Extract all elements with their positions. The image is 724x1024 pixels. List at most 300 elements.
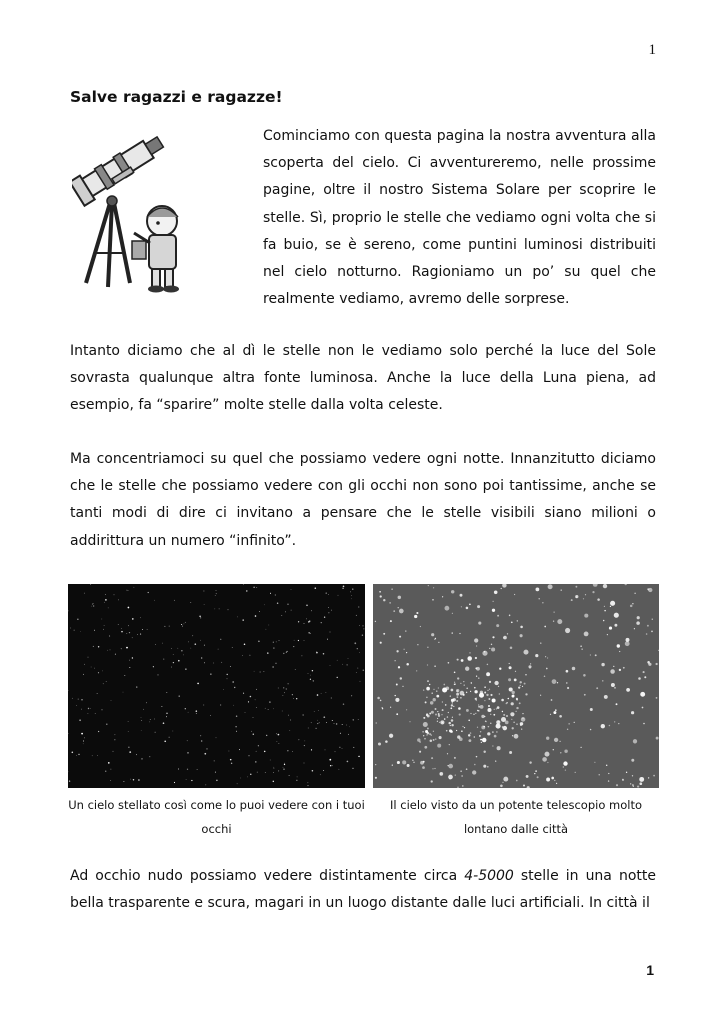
- star-dot: [488, 710, 489, 711]
- star-dot: [406, 663, 409, 666]
- star-dot: [389, 734, 393, 738]
- star-dot: [497, 706, 500, 709]
- star-dot: [101, 709, 102, 710]
- star-dot: [405, 630, 406, 631]
- star-dot: [138, 779, 140, 781]
- star-dot: [297, 776, 298, 777]
- star-dot: [448, 712, 449, 713]
- star-dot: [284, 763, 285, 764]
- star-dot: [632, 784, 634, 786]
- star-dot: [470, 691, 471, 692]
- star-dot: [110, 649, 111, 650]
- star-dot: [489, 681, 491, 683]
- star-dot: [574, 722, 575, 723]
- star-dot: [350, 592, 351, 593]
- star-dot: [232, 647, 233, 648]
- star-dot: [383, 599, 385, 601]
- star-dot: [91, 606, 92, 607]
- star-dot: [526, 775, 529, 778]
- star-dot: [553, 749, 554, 750]
- star-dot: [450, 725, 451, 726]
- star-dot: [111, 700, 112, 701]
- star-dot: [525, 674, 526, 675]
- star-dot: [108, 608, 109, 609]
- star-dot: [427, 728, 429, 730]
- star-dot: [459, 737, 463, 741]
- star-dot: [378, 742, 381, 745]
- star-dot: [453, 706, 454, 707]
- star-dot: [360, 681, 361, 682]
- star-dot: [72, 752, 74, 754]
- star-dot: [98, 672, 99, 673]
- star-dot: [348, 658, 349, 659]
- star-dot: [94, 630, 95, 631]
- star-dot: [102, 671, 103, 672]
- star-dot: [304, 745, 305, 746]
- star-dot: [478, 704, 479, 705]
- star-dot: [382, 708, 383, 709]
- star-dot: [150, 719, 151, 720]
- star-dot: [187, 752, 188, 753]
- star-dot: [477, 727, 478, 728]
- star-dot: [475, 713, 476, 714]
- star-dot: [166, 716, 167, 717]
- star-dot: [308, 785, 309, 786]
- star-dot: [287, 604, 288, 605]
- star-dot: [480, 705, 484, 709]
- star-dot: [328, 612, 329, 613]
- telescope-sky-photo: [373, 584, 659, 788]
- star-dot: [287, 750, 288, 751]
- star-dot: [76, 705, 77, 706]
- star-dot: [444, 718, 446, 720]
- star-dot: [435, 638, 436, 639]
- star-dot: [142, 629, 143, 630]
- star-dot: [315, 587, 317, 589]
- star-dot: [375, 764, 376, 765]
- star-dot: [487, 690, 488, 691]
- star-dot: [655, 663, 657, 665]
- star-dot: [216, 737, 217, 738]
- star-dot: [178, 660, 180, 662]
- star-dot: [525, 693, 527, 695]
- star-dot: [461, 606, 462, 607]
- star-dot: [220, 639, 221, 640]
- star-dot: [583, 598, 584, 599]
- star-dot: [503, 714, 505, 716]
- star-dot: [613, 666, 614, 667]
- star-dot: [147, 629, 148, 630]
- star-dot: [512, 735, 513, 736]
- star-dot: [602, 680, 603, 681]
- star-dot: [326, 692, 327, 693]
- star-dot: [509, 663, 510, 664]
- star-dot: [94, 668, 95, 669]
- star-dot: [163, 722, 165, 724]
- star-dot: [487, 766, 489, 768]
- star-dot: [496, 731, 497, 732]
- star-dot: [339, 747, 340, 748]
- star-dot: [454, 672, 456, 674]
- star-dot: [284, 764, 285, 765]
- star-dot: [233, 705, 234, 706]
- star-dot: [179, 695, 180, 696]
- star-dot: [634, 593, 635, 594]
- star-dot: [74, 630, 75, 631]
- star-dot: [215, 772, 216, 773]
- star-dot: [190, 648, 191, 649]
- star-dot: [514, 594, 515, 595]
- star-dot: [519, 681, 521, 683]
- star-dot: [68, 611, 69, 612]
- star-dot: [468, 720, 470, 722]
- star-dot: [530, 663, 531, 664]
- star-dot: [516, 699, 518, 701]
- star-dot: [285, 611, 286, 612]
- star-dot: [648, 663, 651, 666]
- star-dot: [423, 722, 428, 727]
- star-dot: [256, 689, 257, 690]
- star-dot: [129, 751, 131, 753]
- star-dot: [540, 642, 541, 643]
- star-dot: [442, 687, 447, 692]
- star-dot: [643, 723, 645, 725]
- star-dot: [590, 708, 593, 711]
- star-dot: [330, 665, 331, 666]
- star-dot: [323, 653, 325, 655]
- star-dot: [273, 781, 274, 782]
- star-dot: [608, 780, 609, 781]
- star-dot: [431, 780, 433, 782]
- star-dot: [334, 723, 335, 724]
- star-dot: [490, 723, 491, 724]
- star-dot: [468, 739, 471, 742]
- star-dot: [81, 709, 82, 710]
- star-dot: [458, 707, 461, 710]
- star-dot: [137, 634, 138, 635]
- star-dot: [72, 698, 73, 699]
- star-dot: [276, 733, 277, 734]
- star-dot: [454, 682, 455, 683]
- star-dot: [312, 670, 313, 671]
- star-dot: [486, 672, 490, 676]
- star-dot: [427, 647, 428, 648]
- star-dot: [259, 611, 260, 612]
- star-dot: [270, 593, 271, 594]
- star-dot: [652, 619, 653, 620]
- star-dot: [356, 672, 357, 673]
- star-dot: [80, 631, 81, 632]
- star-dot: [467, 656, 472, 661]
- star-dot: [637, 616, 640, 619]
- star-dot: [169, 737, 170, 738]
- star-dot: [555, 709, 557, 711]
- star-dot: [455, 774, 456, 775]
- star-dot: [310, 675, 311, 676]
- star-dot: [501, 699, 504, 702]
- star-dot: [631, 759, 634, 762]
- star-dot: [126, 647, 128, 649]
- star-dot: [128, 607, 130, 609]
- star-dot: [197, 769, 198, 770]
- star-dot: [354, 642, 356, 644]
- star-dot: [456, 700, 458, 702]
- star-dot: [503, 726, 507, 730]
- star-dot: [638, 677, 641, 680]
- star-dot: [476, 667, 480, 671]
- star-dot: [77, 619, 78, 620]
- star-dot: [545, 752, 550, 757]
- star-dot: [204, 753, 206, 755]
- star-dot: [275, 594, 276, 595]
- star-dot: [416, 670, 417, 671]
- star-dot: [423, 717, 425, 719]
- star-dot: [391, 588, 393, 590]
- star-dot: [567, 687, 569, 689]
- star-dot: [223, 689, 224, 690]
- star-dot: [181, 650, 182, 651]
- star-dot: [609, 627, 612, 630]
- star-dot: [130, 779, 131, 780]
- star-dot: [330, 632, 331, 633]
- star-dot: [544, 626, 546, 628]
- star-dot: [474, 638, 478, 642]
- star-dot: [136, 754, 137, 755]
- star-dot: [398, 666, 400, 668]
- star-dot: [81, 733, 83, 735]
- paragraph-daylight: Intanto diciamo che al dì le stelle non le vediamo solo perché la luce del Sole sovrasta qualunque altra fonte luminosa. Anche la luce della Luna piena, ad esempio, fa “sparire” molte stelle dalla volta celeste.: [70, 343, 656, 414]
- star-dot: [575, 595, 578, 598]
- star-dot: [595, 654, 597, 656]
- star-dot: [451, 590, 454, 593]
- star-dot: [648, 777, 649, 778]
- star-dot: [597, 598, 600, 601]
- star-dot: [449, 778, 450, 779]
- star-dot: [566, 670, 569, 673]
- star-dot: [210, 674, 211, 675]
- star-dot: [492, 636, 494, 638]
- star-dot: [599, 774, 600, 775]
- star-dot: [115, 654, 116, 655]
- star-dot: [575, 586, 577, 588]
- star-dot: [448, 662, 450, 664]
- star-dot: [497, 615, 499, 617]
- star-dot: [626, 688, 630, 692]
- star-dot: [121, 631, 123, 633]
- star-dot: [466, 607, 469, 610]
- star-dot: [412, 760, 413, 761]
- star-dot: [317, 723, 318, 724]
- star-dot: [518, 686, 520, 688]
- star-dot: [185, 668, 186, 669]
- star-dot: [434, 768, 435, 769]
- star-dot: [492, 698, 496, 702]
- star-dot: [154, 600, 155, 601]
- star-dot: [69, 780, 70, 781]
- star-dot: [84, 664, 85, 665]
- star-dot: [375, 621, 376, 622]
- star-dot: [128, 731, 129, 732]
- star-dot: [104, 602, 105, 603]
- page-title: Salve ragazzi e ragazze!: [70, 88, 283, 106]
- star-dot: [614, 613, 619, 618]
- star-dot: [272, 666, 273, 667]
- star-dot: [243, 584, 244, 585]
- star-dot: [210, 715, 211, 716]
- star-dot: [553, 711, 556, 714]
- star-dot: [580, 747, 581, 748]
- star-dot: [205, 785, 206, 786]
- star-dot: [433, 731, 434, 732]
- star-dot: [630, 783, 631, 784]
- star-dot: [129, 667, 130, 668]
- star-dot: [260, 672, 261, 673]
- star-dot: [492, 609, 495, 612]
- star-dot: [216, 593, 217, 594]
- star-dot: [546, 778, 550, 782]
- star-dot: [426, 713, 428, 715]
- star-dot: [97, 693, 98, 694]
- star-dot: [554, 780, 555, 781]
- star-dot: [169, 626, 170, 627]
- star-dot: [489, 648, 490, 649]
- star-dot: [484, 700, 485, 701]
- star-dot: [542, 757, 547, 762]
- star-dot: [276, 642, 277, 643]
- star-dot: [311, 749, 312, 750]
- star-dot: [78, 699, 79, 700]
- star-dot: [516, 707, 518, 709]
- star-dot: [630, 605, 633, 608]
- star-dot: [289, 730, 290, 731]
- star-dot: [267, 652, 268, 653]
- star-dot: [497, 746, 501, 750]
- star-dot: [567, 729, 568, 730]
- star-dot: [575, 772, 576, 773]
- star-dot: [592, 591, 594, 593]
- star-dot: [392, 764, 393, 765]
- star-dot: [196, 713, 197, 714]
- star-count-text-after: stelle in una notte bella trasparente e scura, magari in un luogo distante dalle luci artificiali. In città il: [70, 868, 656, 912]
- star-dot: [448, 722, 450, 724]
- star-dot: [457, 677, 459, 679]
- sky-background: [68, 584, 365, 788]
- star-dot: [312, 770, 314, 772]
- star-dot: [81, 699, 82, 700]
- star-dot: [380, 642, 382, 644]
- star-dot: [403, 649, 404, 650]
- star-dot: [619, 669, 621, 671]
- star-dot: [610, 669, 615, 674]
- star-dot: [191, 780, 192, 781]
- star-dot: [185, 622, 186, 623]
- star-dot: [342, 724, 343, 725]
- star-dot: [186, 779, 187, 780]
- star-dot: [516, 780, 518, 782]
- star-dot: [358, 719, 359, 720]
- star-dot: [258, 745, 259, 746]
- star-dot: [243, 693, 244, 694]
- star-dot: [216, 780, 217, 781]
- star-dot: [502, 711, 503, 712]
- star-dot: [236, 715, 237, 716]
- star-dot: [118, 624, 119, 625]
- star-dot: [128, 721, 129, 722]
- star-dot: [200, 640, 201, 641]
- star-dot: [520, 626, 523, 629]
- naked-eye-sky-photo: [68, 584, 365, 788]
- star-dot: [608, 773, 609, 774]
- star-dot: [551, 777, 554, 780]
- star-dot: [110, 780, 111, 781]
- star-dot: [437, 711, 438, 712]
- star-dot: [509, 615, 510, 616]
- star-dot: [284, 692, 285, 693]
- star-dot: [464, 727, 465, 728]
- star-dot: [483, 751, 485, 753]
- star-dot: [478, 706, 480, 708]
- star-dot: [161, 706, 162, 707]
- star-dot: [448, 775, 453, 780]
- star-dot: [544, 676, 546, 678]
- star-dot: [431, 711, 434, 714]
- star-dot: [132, 618, 134, 620]
- star-dot: [256, 587, 257, 588]
- star-dot: [451, 699, 454, 702]
- star-dot: [291, 589, 292, 590]
- star-dot: [213, 663, 214, 664]
- star-dot: [433, 587, 434, 588]
- star-dot: [303, 714, 304, 715]
- star-dot: [278, 770, 279, 771]
- star-dot: [270, 760, 271, 761]
- star-dot: [296, 698, 297, 699]
- star-dot: [486, 721, 487, 722]
- star-dot: [257, 772, 258, 773]
- star-dot: [436, 691, 437, 692]
- star-dot: [84, 593, 85, 594]
- star-dot: [283, 767, 284, 768]
- star-dot: [438, 716, 439, 717]
- star-dot: [304, 763, 305, 764]
- star-dot: [304, 640, 305, 641]
- star-dot: [295, 669, 296, 670]
- star-dot: [90, 708, 91, 709]
- star-dot: [321, 693, 322, 694]
- page-number-bottom: 1: [646, 962, 654, 978]
- star-dot: [293, 646, 294, 647]
- star-dot: [253, 733, 254, 734]
- star-dot: [235, 726, 236, 727]
- star-dot: [483, 726, 485, 728]
- star-dot: [494, 735, 497, 738]
- star-dot: [601, 663, 604, 666]
- star-dot: [93, 605, 94, 606]
- star-dot: [438, 687, 439, 688]
- star-dot: [128, 590, 129, 591]
- star-dot: [97, 755, 98, 756]
- star-dot: [248, 701, 249, 702]
- star-dot: [563, 766, 564, 767]
- star-dot: [253, 717, 254, 718]
- star-dot: [126, 633, 127, 634]
- star-dot: [434, 665, 436, 667]
- star-dot: [647, 588, 649, 590]
- star-dot: [433, 698, 436, 701]
- star-dot: [399, 636, 401, 638]
- star-dot: [332, 720, 333, 721]
- star-dot: [480, 731, 481, 732]
